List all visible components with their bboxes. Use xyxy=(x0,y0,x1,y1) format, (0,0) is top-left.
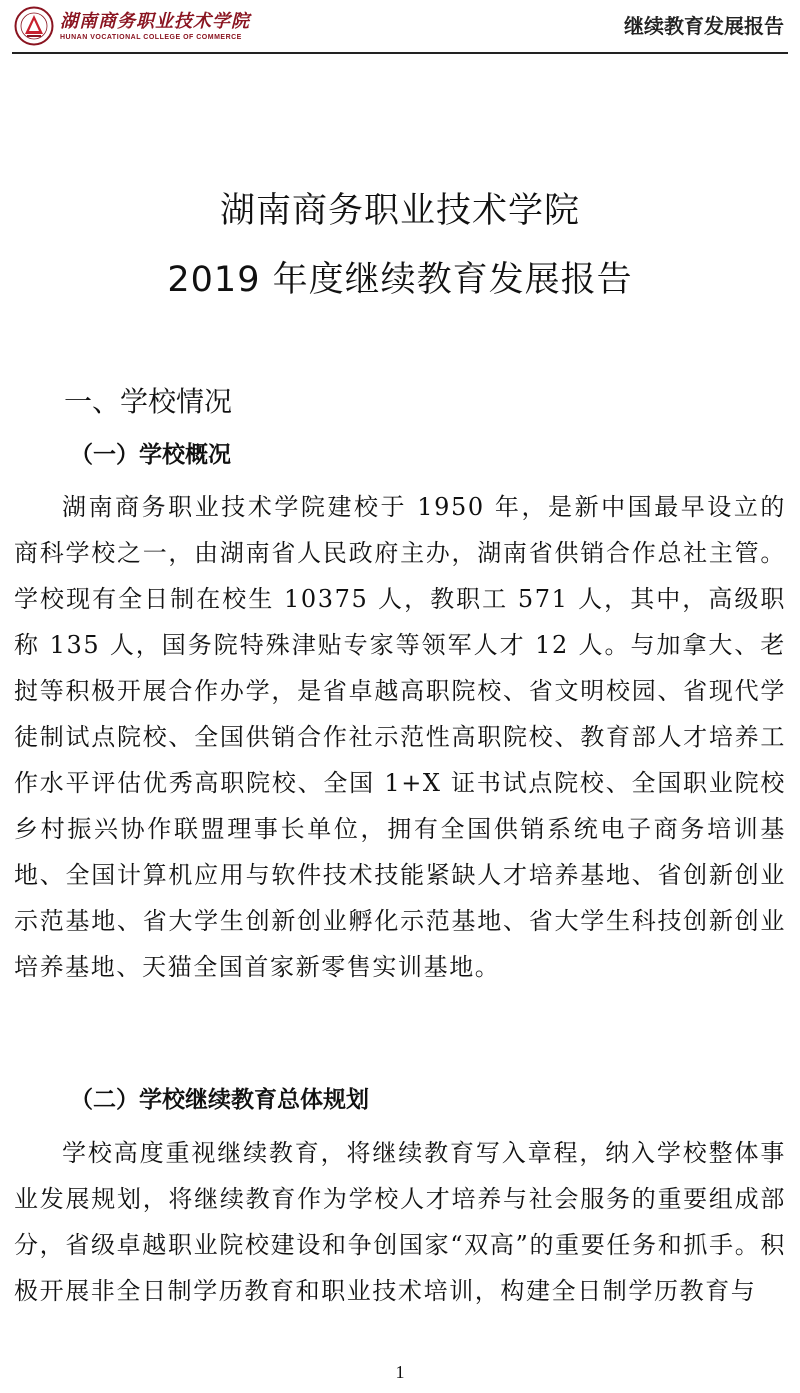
document-title-line-1: 湖南商务职业技术学院 xyxy=(219,191,580,231)
running-header-title: 继续教育发展报告 xyxy=(624,14,784,38)
document-title-line-2: 2019 年度继续教育发展报告 xyxy=(167,260,633,300)
subsection-heading-planning: （二）学校继续教育总体规划 xyxy=(70,1086,369,1113)
college-seal-icon xyxy=(14,6,54,46)
logo-chinese-name: 湖南商务职业技术学院 xyxy=(60,10,250,32)
overview-paragraph: 湖南商务职业技术学院建校于 1950 年，是新中国最早设立的商科学校之一，由湖南省人民政府主办，湖南省供销合作总社主管。学校现有全日制在校生 10375 人，教职工 571 人，其中，高级职称 135 人，国务院特殊津贴专家等领军人才 12 人。与加拿大、老挝等积极开展合作办学，是省卓越高职院校、省文明校园、省现代学徒制试点院校、全国供销合作社示范性高职院校、教育部人才培养工作水平评估优秀高职院校、全国 1+X 证书试点院校、全国职业院校乡村振兴协作联盟理事长单位，拥有全国供销系统电子商务培训基地、全国计算机应用与软件技术技能紧缺人才培养基地、省创新创业示范基地、省大学生创新创业孵化示范基地、省大学生科技创新创业培养基地、天猫全国首家新零售实训基地。 xyxy=(14,493,786,981)
subsection-heading-overview: （一）学校概况 xyxy=(70,441,231,468)
logo-english-name: HUNAN VOCATIONAL COLLEGE OF COMMERCE xyxy=(60,33,242,41)
page-number: 1 xyxy=(395,1362,405,1382)
college-logo xyxy=(14,6,250,46)
page-header xyxy=(12,0,788,54)
planning-paragraph: 学校高度重视继续教育，将继续教育写入章程，纳入学校整体事业发展规划，将继续教育作为学校人才培养与社会服务的重要组成部分，省级卓越职业院校建设和争创国家“双高”的重要任务和抓手。积极开展非全日制学历教育和职业技术培训，构建全日制学历教育与 xyxy=(14,1139,786,1305)
section-heading: 一、学校情况 xyxy=(64,385,233,418)
